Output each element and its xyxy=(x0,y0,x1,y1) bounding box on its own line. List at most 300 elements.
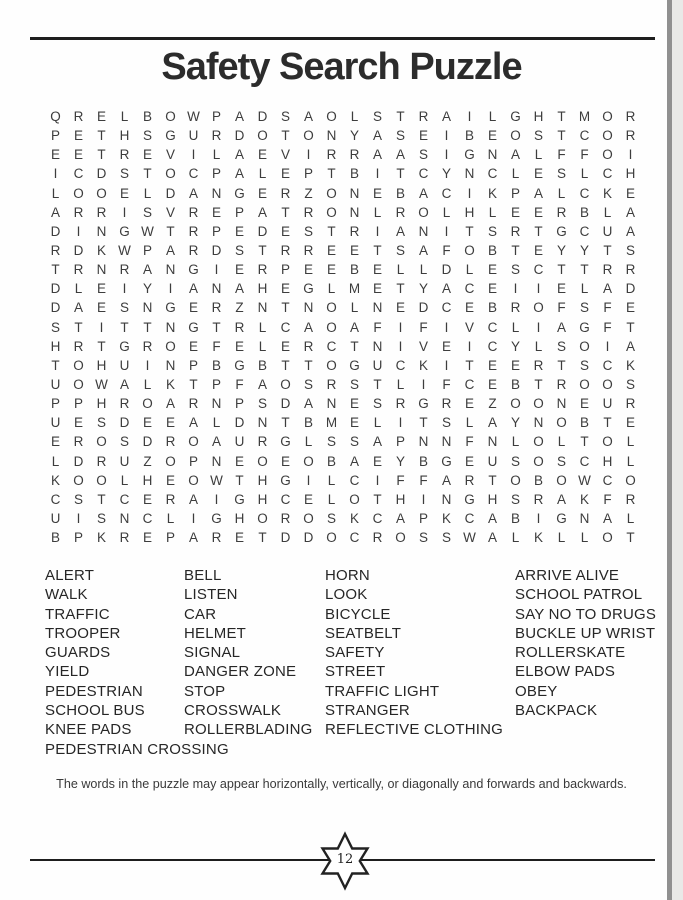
grid-row xyxy=(44,164,642,183)
grid-letter: I xyxy=(398,319,403,335)
grid-letter: S xyxy=(119,434,129,450)
grid-letter: K xyxy=(50,472,60,488)
grid-letter: A xyxy=(625,338,635,354)
grid-letter: I xyxy=(605,338,610,354)
word-item: SAY NO TO DRUGS xyxy=(515,605,657,623)
grid-letter: Z xyxy=(488,396,497,412)
grid-letter: E xyxy=(487,357,497,373)
grid-letter: R xyxy=(326,376,337,392)
grid-letter: T xyxy=(557,357,566,373)
word-item: STOP xyxy=(184,682,226,700)
grid-letter: O xyxy=(602,376,613,392)
grid-letter: E xyxy=(234,530,244,546)
grid-letter: R xyxy=(188,204,199,220)
grid-letter: A xyxy=(418,185,428,201)
grid-letter: U xyxy=(50,510,61,526)
grid-letter: P xyxy=(211,376,221,392)
word-item: YIELD xyxy=(45,663,90,681)
grid-letter: Y xyxy=(349,128,359,144)
grid-letter: I xyxy=(99,319,104,335)
grid-letter: I xyxy=(628,147,633,163)
grid-letter: O xyxy=(602,128,613,144)
grid-letter: L xyxy=(534,338,543,354)
grid-letter: N xyxy=(533,415,544,431)
grid-letter: O xyxy=(326,185,337,201)
grid-letter: S xyxy=(487,223,497,239)
grid-letter: S xyxy=(349,434,359,450)
grid-letter: E xyxy=(303,491,313,507)
grid-letter: L xyxy=(166,510,175,526)
grid-letter: H xyxy=(487,491,498,507)
grid-letter: R xyxy=(441,396,452,412)
grid-letter: D xyxy=(142,434,153,450)
word-item: SCHOOL BUS xyxy=(45,702,145,720)
word-item: TRAFFIC xyxy=(45,605,110,623)
grid-letter: R xyxy=(119,530,130,546)
grid-letter: M xyxy=(578,109,591,124)
grid-letter: R xyxy=(73,109,84,124)
grid-letter: K xyxy=(533,530,543,546)
grid-row xyxy=(44,145,642,164)
grid-letter: L xyxy=(465,262,474,278)
grid-letter: N xyxy=(349,204,360,220)
grid-letter: L xyxy=(511,434,520,450)
grid-letter: R xyxy=(119,147,130,163)
top-rule xyxy=(30,37,655,40)
grid-letter: S xyxy=(441,415,451,431)
grid-letter: D xyxy=(234,128,245,144)
grid-letter: P xyxy=(50,396,60,412)
grid-letter: E xyxy=(50,434,60,450)
grid-letter: E xyxy=(625,415,635,431)
grid-letter: E xyxy=(280,453,290,469)
grid-letter: O xyxy=(73,185,84,201)
grid-letter: O xyxy=(533,300,544,316)
grid-letter: R xyxy=(602,262,613,278)
grid-letter: R xyxy=(280,185,291,201)
grid-letter: T xyxy=(97,128,106,144)
grid-letter: R xyxy=(96,453,107,469)
grid-letter: R xyxy=(349,147,360,163)
grid-letter: I xyxy=(421,376,426,392)
grid-letter: O xyxy=(73,357,84,373)
grid-letter: N xyxy=(441,434,452,450)
grid-letter: A xyxy=(556,491,566,507)
grid-letter: O xyxy=(602,109,613,124)
word-item: TRAFFIC LIGHT xyxy=(325,682,440,700)
page-number-star xyxy=(317,831,373,891)
grid-letter: T xyxy=(396,109,405,124)
word-item: LISTEN xyxy=(184,586,238,604)
grid-letter: D xyxy=(280,530,291,546)
grid-letter: I xyxy=(536,510,541,526)
grid-letter: Y xyxy=(510,415,520,431)
grid-letter: V xyxy=(165,147,175,163)
grid-letter: S xyxy=(73,491,83,507)
grid-letter: E xyxy=(349,396,359,412)
grid-letter: I xyxy=(536,281,541,297)
grid-letter: A xyxy=(303,396,313,412)
grid-letter: A xyxy=(556,319,566,335)
grid-letter: T xyxy=(557,128,566,144)
grid-letter: T xyxy=(327,223,336,239)
grid-letter: G xyxy=(510,109,521,124)
grid-letter: S xyxy=(579,357,589,373)
grid-letter: A xyxy=(234,281,244,297)
grid-letter: I xyxy=(375,166,380,182)
word-item: TROOPER xyxy=(45,624,121,642)
grid-letter: O xyxy=(602,147,613,163)
grid-letter: D xyxy=(257,223,268,239)
grid-letter: K xyxy=(418,357,428,373)
grid-row xyxy=(44,260,642,279)
grid-letter: W xyxy=(95,376,108,392)
grid-letter: D xyxy=(73,453,84,469)
grid-letter: C xyxy=(418,166,429,182)
grid-letter: E xyxy=(50,147,60,163)
grid-letter: L xyxy=(511,166,520,182)
grid-letter: I xyxy=(168,281,173,297)
grid-letter: S xyxy=(119,166,129,182)
grid-letter: L xyxy=(557,530,566,546)
grid-letter: M xyxy=(348,281,361,297)
grid-letter: O xyxy=(188,434,199,450)
grid-letter: A xyxy=(487,530,497,546)
grid-letter: C xyxy=(349,472,360,488)
grid-letter: Q xyxy=(50,109,61,124)
grid-letter: T xyxy=(327,166,336,182)
grid-letter: G xyxy=(556,223,567,239)
grid-letter: G xyxy=(464,147,475,163)
grid-letter: R xyxy=(533,491,544,507)
grid-letter: R xyxy=(303,204,314,220)
grid-letter: L xyxy=(488,109,497,124)
grid-letter: A xyxy=(349,319,359,335)
grid-letter: D xyxy=(50,223,61,239)
grid-letter: E xyxy=(165,415,175,431)
grid-letter: S xyxy=(96,415,106,431)
grid-letter: D xyxy=(418,300,429,316)
grid-letter: T xyxy=(51,357,60,373)
grid-letter: P xyxy=(211,223,221,239)
grid-letter: D xyxy=(303,530,314,546)
grid-letter: E xyxy=(510,357,520,373)
grid-letter: S xyxy=(533,128,543,144)
grid-letter: C xyxy=(464,281,475,297)
grid-letter: G xyxy=(464,491,475,507)
grid-letter: L xyxy=(396,262,405,278)
grid-letter: B xyxy=(50,530,60,546)
word-item: ROLLERSKATE xyxy=(515,644,626,662)
grid-letter: N xyxy=(349,185,360,201)
grid-letter: A xyxy=(602,510,612,526)
grid-letter: I xyxy=(122,204,127,220)
grid-letter: A xyxy=(234,109,244,124)
grid-letter: C xyxy=(487,319,498,335)
grid-letter: T xyxy=(281,300,290,316)
grid-letter: G xyxy=(119,223,130,239)
grid-letter: A xyxy=(303,109,313,124)
grid-letter: O xyxy=(326,204,337,220)
grid-letter: E xyxy=(234,453,244,469)
grid-letter: P xyxy=(234,204,244,220)
grid-letter: E xyxy=(625,185,635,201)
grid-letter: P xyxy=(188,453,198,469)
grid-letter: I xyxy=(444,147,449,163)
grid-letter: T xyxy=(97,491,106,507)
grid-letter: N xyxy=(464,166,475,182)
grid-letter: O xyxy=(510,128,521,144)
grid-letter: N xyxy=(579,510,590,526)
grid-letter: A xyxy=(395,510,405,526)
grid-letter: U xyxy=(119,357,130,373)
grid-letter: O xyxy=(418,204,429,220)
grid-letter: I xyxy=(375,223,380,239)
grid-letter: R xyxy=(625,396,636,412)
grid-letter: E xyxy=(142,491,152,507)
grid-letter: S xyxy=(395,242,405,258)
grid-letter: C xyxy=(119,491,130,507)
grid-letter: R xyxy=(211,530,222,546)
grid-letter: S xyxy=(303,376,313,392)
grid-letter: E xyxy=(487,281,497,297)
grid-letter: N xyxy=(257,415,268,431)
grid-letter: A xyxy=(188,281,198,297)
grid-letter: I xyxy=(191,510,196,526)
grid-letter: W xyxy=(118,242,131,258)
grid-letter: E xyxy=(142,415,152,431)
grid-letter: Y xyxy=(579,242,589,258)
grid-letter: I xyxy=(398,338,403,354)
grid-letter: Z xyxy=(143,453,152,469)
grid-letter: D xyxy=(50,281,61,297)
grid-letter: G xyxy=(303,281,314,297)
grid-letter: Y xyxy=(556,242,566,258)
grid-row xyxy=(44,337,642,356)
grid-row xyxy=(44,241,642,260)
grid-letter: R xyxy=(625,109,636,124)
grid-letter: R xyxy=(73,262,84,278)
grid-letter: Y xyxy=(142,281,152,297)
grid-letter: B xyxy=(579,415,589,431)
grid-letter: C xyxy=(579,453,590,469)
grid-letter: E xyxy=(372,281,382,297)
grid-letter: S xyxy=(257,396,267,412)
grid-letter: N xyxy=(441,491,452,507)
grid-letter: B xyxy=(579,204,589,220)
grid-letter: B xyxy=(487,300,497,316)
grid-letter: F xyxy=(442,376,451,392)
grid-letter: I xyxy=(145,357,150,373)
grid-letter: G xyxy=(188,319,199,335)
grid-letter: C xyxy=(579,128,590,144)
grid-letter: C xyxy=(602,357,613,373)
grid-letter: E xyxy=(257,147,267,163)
grid-letter: P xyxy=(280,262,290,278)
grid-letter: F xyxy=(419,472,428,488)
grid-letter: A xyxy=(257,376,267,392)
grid-letter: I xyxy=(444,319,449,335)
instructions-note: The words in the puzzle may appear horizontally, vertically, or diagonally and forwards and backwards. xyxy=(56,777,627,791)
grid-letter: T xyxy=(97,338,106,354)
grid-letter: C xyxy=(602,166,613,182)
grid-letter: L xyxy=(350,300,359,316)
word-item: PEDESTRIAN xyxy=(45,682,143,700)
grid-letter: Y xyxy=(441,166,451,182)
grid-letter: N xyxy=(487,434,498,450)
grid-letter: O xyxy=(257,510,268,526)
grid-letter: O xyxy=(165,453,176,469)
grid-letter: F xyxy=(580,147,589,163)
grid-letter: G xyxy=(280,434,291,450)
grid-letter: H xyxy=(464,204,475,220)
grid-letter: P xyxy=(211,109,221,124)
grid-letter: A xyxy=(211,434,221,450)
grid-letter: T xyxy=(603,415,612,431)
grid-letter: T xyxy=(580,434,589,450)
grid-letter: G xyxy=(188,262,199,278)
word-item: BUCKLE UP WRIST xyxy=(515,624,656,642)
grid-letter: T xyxy=(465,357,474,373)
grid-letter: K xyxy=(96,530,106,546)
grid-letter: I xyxy=(513,281,518,297)
grid-letter: N xyxy=(96,262,107,278)
grid-letter: U xyxy=(487,453,498,469)
grid-letter: U xyxy=(602,396,613,412)
grid-letter: G xyxy=(234,491,245,507)
word-item: ROLLERBLADING xyxy=(184,721,313,739)
grid-letter: A xyxy=(372,128,382,144)
grid-letter: E xyxy=(211,204,221,220)
grid-letter: E xyxy=(464,396,474,412)
grid-letter: O xyxy=(464,242,475,258)
grid-letter: I xyxy=(191,147,196,163)
grid-letter: R xyxy=(234,319,245,335)
grid-letter: R xyxy=(142,338,153,354)
grid-letter: O xyxy=(165,166,176,182)
grid-letter: C xyxy=(441,185,452,201)
word-search-grid xyxy=(44,107,642,547)
grid-letter: I xyxy=(467,338,472,354)
grid-letter: E xyxy=(234,338,244,354)
grid-letter: E xyxy=(119,185,129,201)
grid-letter: N xyxy=(165,357,176,373)
grid-letter: R xyxy=(50,242,61,258)
grid-letter: B xyxy=(510,376,520,392)
grid-letter: E xyxy=(533,242,543,258)
grid-letter: O xyxy=(510,396,521,412)
grid-letter: R xyxy=(625,128,636,144)
grid-letter: H xyxy=(50,338,61,354)
grid-letter: E xyxy=(326,242,336,258)
grid-letter: E xyxy=(188,338,198,354)
grid-letter: O xyxy=(96,185,107,201)
grid-letter: O xyxy=(257,453,268,469)
grid-letter: P xyxy=(395,434,405,450)
grid-letter: N xyxy=(372,300,383,316)
grid-letter: H xyxy=(395,491,406,507)
grid-letter: C xyxy=(188,166,199,182)
grid-row xyxy=(44,471,642,490)
grid-letter: T xyxy=(143,319,152,335)
grid-letter: L xyxy=(327,281,336,297)
grid-letter: R xyxy=(303,242,314,258)
grid-letter: O xyxy=(579,376,590,392)
grid-letter: D xyxy=(441,262,452,278)
grid-letter: B xyxy=(326,453,336,469)
grid-letter: E xyxy=(395,300,405,316)
grid-letter: S xyxy=(372,396,382,412)
grid-letter: E xyxy=(142,147,152,163)
grid-letter: E xyxy=(625,300,635,316)
grid-letter: R xyxy=(556,376,567,392)
grid-letter: O xyxy=(142,396,153,412)
grid-row xyxy=(44,222,642,241)
grid-letter: I xyxy=(122,281,127,297)
grid-letter: E xyxy=(372,185,382,201)
grid-letter: L xyxy=(419,262,428,278)
grid-letter: O xyxy=(533,434,544,450)
grid-letter: R xyxy=(372,530,383,546)
grid-letter: S xyxy=(556,338,566,354)
grid-letter: A xyxy=(395,223,405,239)
grid-letter: K xyxy=(602,185,612,201)
grid-letter: R xyxy=(625,262,636,278)
grid-letter: G xyxy=(234,357,245,373)
grid-letter: T xyxy=(258,242,267,258)
grid-letter: O xyxy=(349,491,360,507)
grid-row xyxy=(44,509,642,528)
grid-letter: E xyxy=(533,166,543,182)
grid-letter: T xyxy=(373,376,382,392)
grid-letter: G xyxy=(234,185,245,201)
grid-letter: A xyxy=(510,147,520,163)
grid-letter: A xyxy=(487,415,497,431)
grid-letter: L xyxy=(258,166,267,182)
grid-letter: L xyxy=(580,530,589,546)
grid-letter: R xyxy=(395,396,406,412)
grid-row xyxy=(44,356,642,375)
grid-letter: W xyxy=(141,223,154,239)
grid-letter: H xyxy=(234,510,245,526)
grid-letter: O xyxy=(73,376,84,392)
grid-letter: C xyxy=(280,491,291,507)
grid-letter: S xyxy=(119,300,129,316)
grid-letter: S xyxy=(326,510,336,526)
grid-letter: W xyxy=(210,472,223,488)
grid-letter: A xyxy=(188,415,198,431)
grid-letter: E xyxy=(533,204,543,220)
grid-letter: T xyxy=(258,530,267,546)
word-item: BELL xyxy=(184,567,222,584)
grid-letter: L xyxy=(557,185,566,201)
grid-letter: O xyxy=(303,453,314,469)
grid-letter: S xyxy=(50,319,60,335)
grid-letter: U xyxy=(234,434,245,450)
grid-letter: R xyxy=(119,262,130,278)
grid-letter: C xyxy=(50,491,61,507)
grid-letter: I xyxy=(306,147,311,163)
grid-letter: S xyxy=(418,147,428,163)
grid-letter: E xyxy=(73,147,83,163)
grid-letter: G xyxy=(119,338,130,354)
grid-letter: I xyxy=(444,128,449,144)
grid-letter: N xyxy=(372,338,383,354)
grid-letter: T xyxy=(281,128,290,144)
grid-letter: T xyxy=(281,415,290,431)
grid-letter: C xyxy=(487,338,498,354)
grid-row xyxy=(44,528,642,547)
